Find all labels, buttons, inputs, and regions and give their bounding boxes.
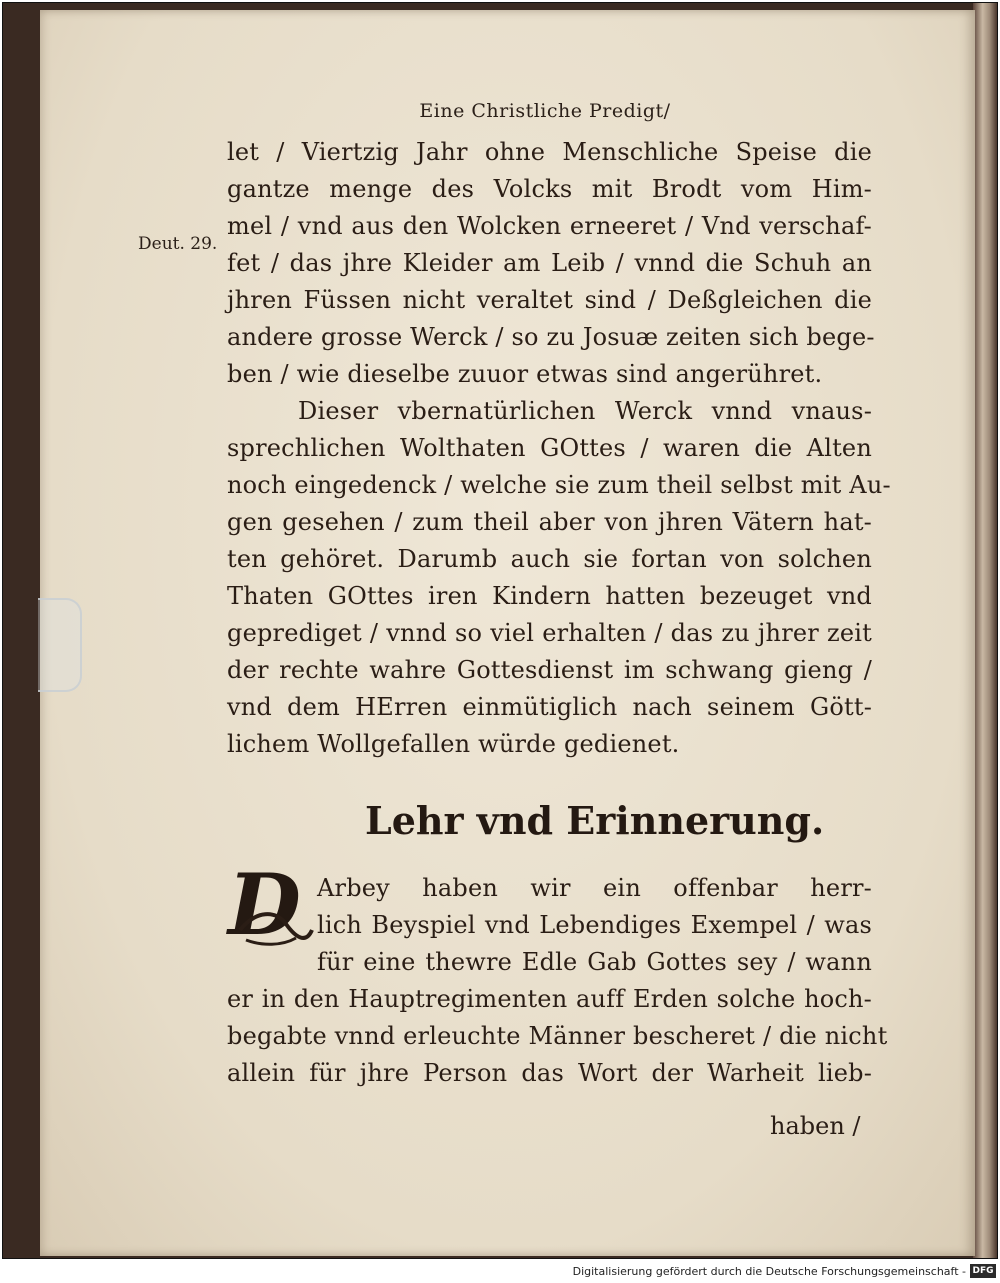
decorated-initial: D [228,855,301,954]
footer-bar [0,1261,1000,1283]
running-header: Eine Christliche Predigt/ [419,100,671,122]
text-line: noch eingedenck / welche sie zum theil selbst mit Au- [227,471,891,499]
text-line: jhren Füssen nicht veraltet sind / Deßgleichen die [227,286,872,314]
text-line: er in den Hauptregimenten auff Erden solche hoch- [227,985,872,1013]
text-line: allein für jhre Person das Wort der Warheit lieb- [227,1059,872,1087]
initial-flourish-icon [236,900,316,948]
text-line: andere grosse Werck / so zu Josuæ zeiten sich bege- [227,323,875,351]
text-line: sprechlichen Wolthaten GOttes / waren die Alten [227,434,872,462]
text-line: mel / vnd aus den Wolcken erneeret / Vnd verschaf- [227,212,872,240]
dfg-logo: DFG [970,1264,996,1278]
text-line: gantze menge des Volcks mit Brodt vom Him- [227,175,872,203]
text-line: fet / das jhre Kleider am Leib / vnnd die Schuh an [227,249,872,277]
margin-note: Deut. 29. [138,234,218,254]
page-clip [38,598,82,692]
text-line: vnd dem HErren einmütiglich nach seinem Gött- [227,693,872,721]
text-line: der rechte wahre Gottesdienst im schwang gieng / [227,656,872,684]
catchword: haben / [770,1112,861,1140]
text-line: ten gehöret. Darumb auch sie fortan von solchen [227,545,872,573]
text-line: geprediget / vnnd so viel erhalten / das zu jhrer zeit [227,619,872,647]
digitization-credit: Digitalisierung gefördert durch die Deutsche Forschungsgemeinschaft - [572,1265,966,1278]
text-line: für eine thewre Edle Gab Gottes sey / wann [317,948,872,976]
book-edge [973,3,997,1258]
text-line: lichem Wollgefallen würde gedienet. [227,730,680,758]
section-title: Lehr vnd Erinnerung. [365,798,825,843]
text-line: begabte vnnd erleuchte Männer bescheret / die nicht [227,1022,888,1050]
text-line: let / Viertzig Jahr ohne Menschliche Speise die [227,138,872,166]
text-line: Dieser vbernatürlichen Werck vnnd vnaus- [298,397,872,425]
text-line: Thaten GOttes iren Kindern hatten bezeuget vnd [227,582,872,610]
text-line: gen gesehen / zum theil aber von jhren Vätern hat- [227,508,872,536]
text-line: lich Beyspiel vnd Lebendiges Exempel / was [317,911,872,939]
text-line: Arbey haben wir ein offenbar herr- [317,874,872,902]
text-line: ben / wie dieselbe zuuor etwas sind angerühret. [227,360,823,388]
